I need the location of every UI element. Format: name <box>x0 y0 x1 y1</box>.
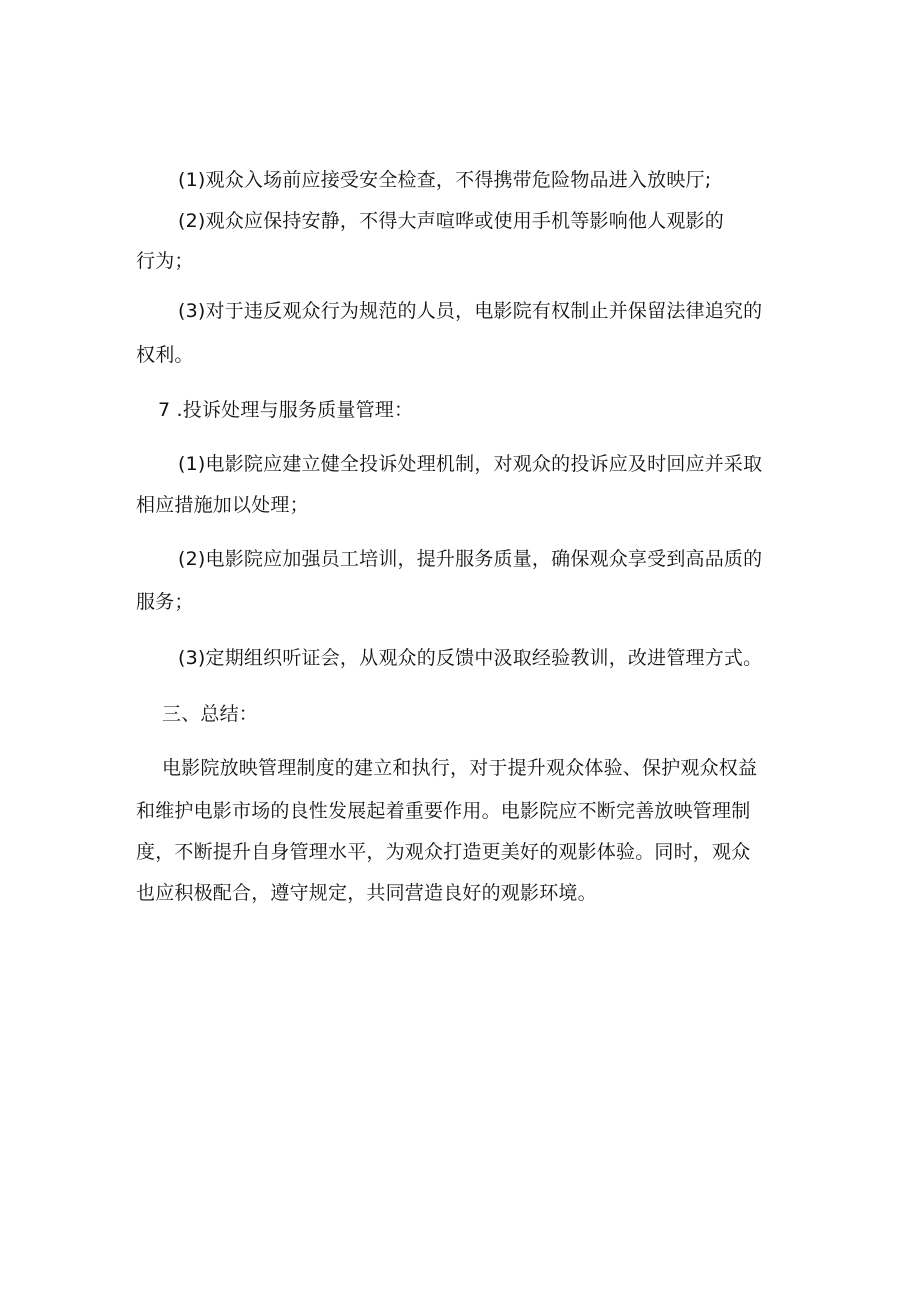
rule-item-1: (1)观众入场前应接受安全检查，不得携带危险物品进入放映厅; <box>178 169 712 191</box>
complaint-item-1-cont: 相应措施加以处理； <box>136 494 309 516</box>
complaint-item-2: (2)电影院应加强员工培训，提升服务质量，确保观众享受到高品质的 <box>178 548 763 570</box>
rule-item-2: (2)观众应保持安静，不得大声喧哗或使用手机等影响他人观影的 <box>178 210 724 232</box>
rule-item-3-cont: 权利。 <box>136 344 194 366</box>
summary-paragraph-line-2: 和维护电影市场的良性发展起着重要作用。电影院应不断完善放映管理制 <box>136 800 751 822</box>
section-heading-7: 7 .投诉处理与服务质量管理： <box>158 399 414 421</box>
rule-item-3: (3)对于违反观众行为规范的人员，电影院有权制止并保留法律追究的 <box>178 300 763 322</box>
summary-paragraph-line-3: 度，不断提升自身管理水平，为观众打造更美好的观影体验。同时，观众 <box>136 841 751 863</box>
summary-paragraph-line-4: 也应积极配合，遵守规定，共同营造良好的观影环境。 <box>136 882 597 904</box>
complaint-item-3: (3)定期组织听证会，从观众的反馈中汲取经验教训，改进管理方式。 <box>178 647 763 669</box>
summary-paragraph-line-1: 电影院放映管理制度的建立和执行，对于提升观众体验、保护观众权益 <box>162 757 758 779</box>
rule-item-2-cont: 行为； <box>136 250 194 272</box>
summary-heading: 三、总结： <box>162 703 259 725</box>
complaint-item-1: (1)电影院应建立健全投诉处理机制，对观众的投诉应及时回应并采取 <box>178 453 763 475</box>
complaint-item-2-cont: 服务； <box>136 591 194 613</box>
